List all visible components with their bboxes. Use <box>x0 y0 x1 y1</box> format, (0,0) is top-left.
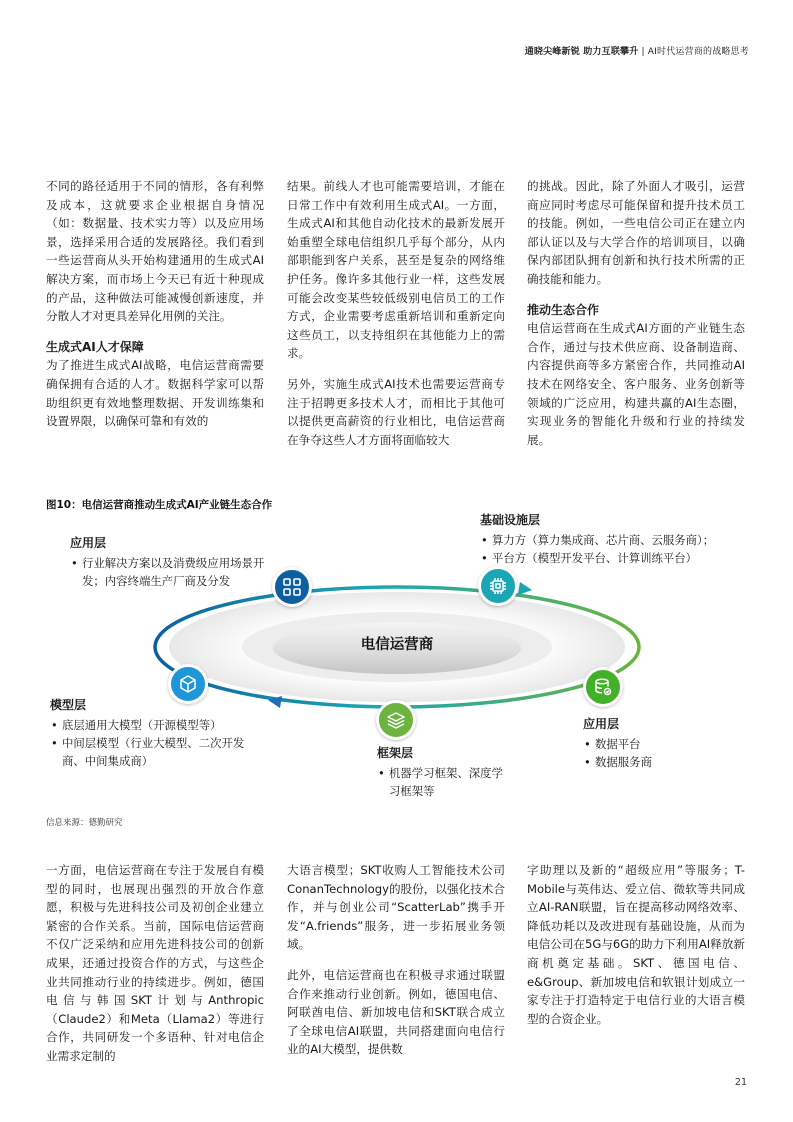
list-item: • 行业解决方案以及消费级应用场景开发；内容终端生产厂商及分发 <box>70 554 280 590</box>
layer-items <box>50 716 250 770</box>
layer-items <box>70 554 280 590</box>
list-item: • 平台方（模型开发平台、计算训练平台） <box>480 549 750 567</box>
list-item: • 中间层模型（行业大模型、二次开发商、中间集成商） <box>50 734 250 770</box>
database-icon <box>583 667 623 707</box>
layer-name: 应用层 <box>583 717 620 731</box>
layer-application-right <box>583 715 703 771</box>
list-item: • 算力方（算力集成商、芯片商、云服务商）； <box>480 531 750 549</box>
section-heading: 推动生态合作 <box>527 302 600 317</box>
bottom-column-1 <box>46 861 264 1078</box>
paragraph: 一方面，电信运营商在专注于发展自有模型的同时，也展现出强烈的开放合作意愿，积极与先进科技公司及初创企业建立紧密的合作关系。当前，国际电信运营商不仅广泛采纳和应用先进科技公司的创新成果，还通过投资合作的方式，与这些企业共同推动行业的持续进步。例如，德国电信与韩国SKT计划与Anthropic（Claude2）和Meta（Llama2）等进行合作，共同研发一个多语种、针对电信企业需求定制的 <box>46 863 264 1063</box>
header-separator: | <box>641 47 645 57</box>
paragraph: 的挑战。因此，除了外面人才吸引，运营商应同时考虑尽可能保留和提升技术员工的技能。例如，一些电信公司正在建立内部认证以及与大学合作的培训项目，以确保内部团队拥有创新和执行技术所需的正确技能和能力。 <box>527 179 745 286</box>
paragraph: 字助理以及新的“超级应用”等服务；T-Mobile与英伟达、爱立信、微软等共同成立AI-RAN联盟，旨在提高移动网络效率、降低功耗以及改进现有基础设施，从而为电信公司在5G与6G的助力下利用AI释放新商机奠定基础。SKT、德国电信、e&Group、新加坡电信和软银计划成立一家专注于打造特定于电信行业的大语言模型的合资企业。 <box>527 863 745 1026</box>
layers-icon <box>376 700 416 740</box>
layer-name: 模型层 <box>50 698 87 712</box>
header-title-rest: AI时代运营商的战略思考 <box>647 47 749 57</box>
arrow-icon <box>518 582 532 595</box>
paragraph: 结果。前线人才也可能需要培训，才能在日常工作中有效利用生成式AI。一方面，生成式AI和其他自动化技术的最新发展开始重塑全球电信组织几乎每个部分，从内部职能到客户关系，甚至是复杂的网络维护任务。像许多其他行业一样，这些发展可能会改变某些较低级别电信员工的工作方式，企业需要考虑重新培训和重新定向这些员工，以支持组织在其他能力上的需求。 <box>287 179 505 361</box>
paragraph: 大语言模型；SKT收购人工智能技术公司ConanTechnology的股份，以强化技术合作，并与创业公司“ScatterLab”携手开发“A.friends”服务，进一步拓展业务领域。 <box>287 863 505 952</box>
section-heading: 生成式AI人才保障 <box>46 339 144 354</box>
paragraph: 为了推进生成式AI战略，电信运营商需要确保拥有合适的人才。数据科学家可以帮助组织更有效地整理数据、开发训练集和设置界限，以确保可靠和有效的 <box>46 358 264 429</box>
list-item: • 底层通用大模型（开源模型等） <box>50 716 250 734</box>
paragraph: 另外，实施生成式AI技术也需要运营商专注于招聘更多技术人才，而相比于其他可以提供更高薪资的行业相比，电信运营商在争夺这些人才方面将面临较大 <box>287 376 505 447</box>
layer-application-top <box>70 534 280 590</box>
list-item: • 数据平台 <box>583 735 703 753</box>
layer-items <box>377 764 509 800</box>
paragraph: 电信运营商在生成式AI方面的产业链生态合作，通过与技术供应商、设备制造商、内容提供商等多方紧密合作，共同推动AI技术在网络安全、客户服务、业务创新等领域的广泛应用，构建共赢的AI生态圈，实现业务的智能化升级和行业的持续发展。 <box>527 321 745 447</box>
layer-items <box>480 531 750 567</box>
figure-title: 图10：电信运营商推动生成式AI产业链生态合作 <box>46 499 273 511</box>
layer-name: 基础设施层 <box>480 513 541 527</box>
chip-icon <box>478 566 518 606</box>
layer-framework <box>377 744 509 800</box>
paragraph: 不同的路径适用于不同的情形，各有利弊及成本，这就要求企业根据自身情况（如：数据量、技术实力等）以及应用场景，选择采用合适的发展路径。我们看到一些运营商从头开始构建通用的生成式AI解决方案，而市场上今天已有近十种现成的产品，这种做法可能减慢创新速度，并分散人才对更具差异化用例的关注。 <box>46 179 264 324</box>
figure-source: 信息来源：德勤研究 <box>46 818 123 828</box>
header-title-bold: 通晓尖峰新锐 助力互联攀升 <box>524 47 639 57</box>
page-number: 21 <box>734 1077 747 1088</box>
center-label: 电信运营商 <box>360 637 434 653</box>
layer-model <box>50 696 250 770</box>
bottom-column-2 <box>287 861 505 1071</box>
bottom-column-3 <box>527 861 745 1040</box>
list-item: • 数据服务商 <box>583 753 703 771</box>
layer-name: 应用层 <box>70 536 107 550</box>
layer-infrastructure <box>480 511 750 567</box>
paragraph: 此外，电信运营商也在积极寻求通过联盟合作来推动行业创新。例如，德国电信、阿联酋电信、新加坡电信和SKT联合成立了全球电信AI联盟，共同搭建面向电信行业的AI大模型，提供数 <box>287 967 505 1057</box>
layer-items <box>583 735 703 771</box>
list-item: • 机器学习框架、深度学习框架等 <box>377 764 509 800</box>
layer-name: 框架层 <box>377 746 414 760</box>
